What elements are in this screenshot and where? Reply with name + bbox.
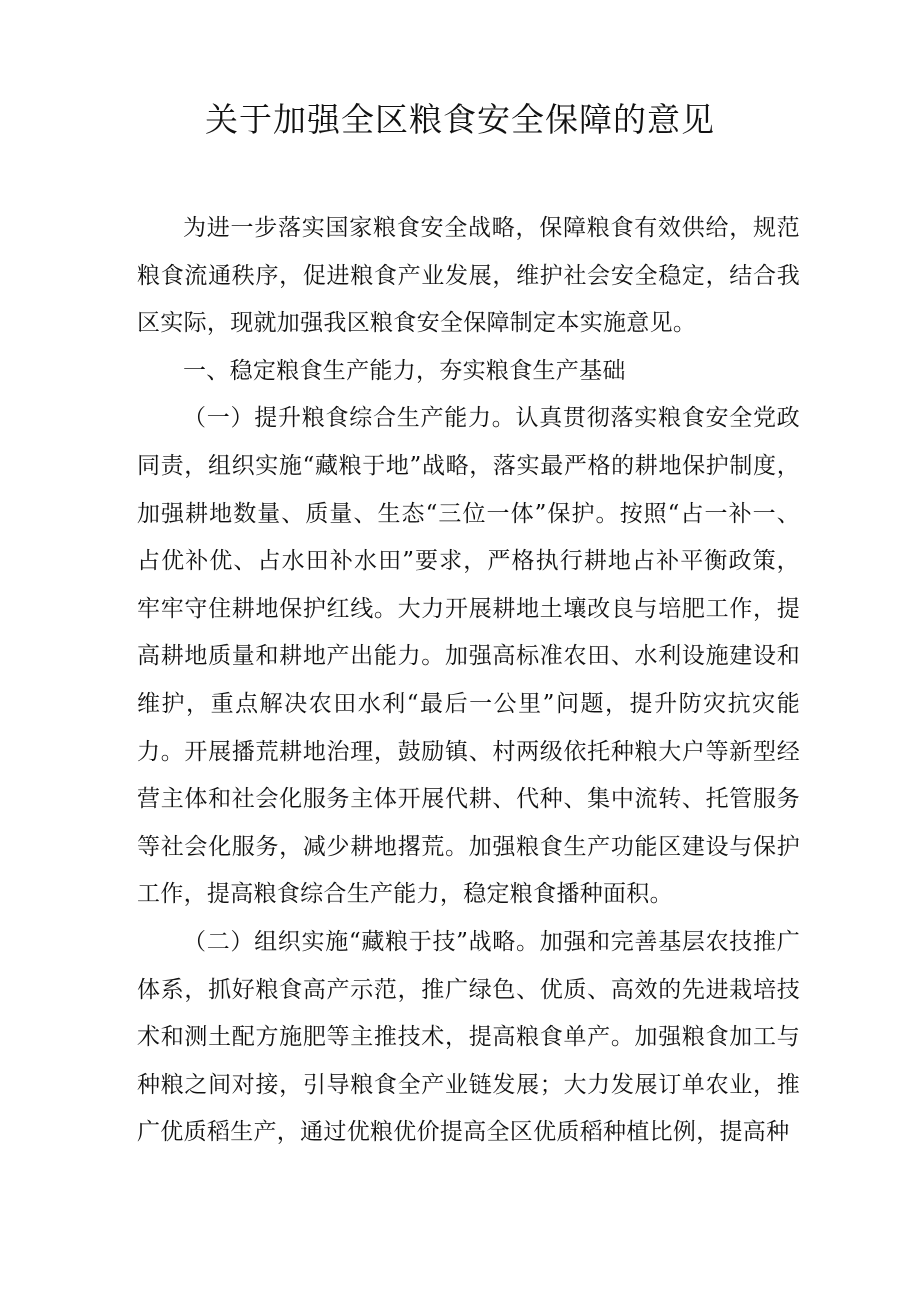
intro-paragraph: 为进一步落实国家粮食安全战略，保障粮食有效供给，规范粮食流通秩序，促进粮食产业发展，维护社会安全稳定，结合我区实际，现就加强我区粮食安全保障制定本实施意见。 xyxy=(137,215,800,337)
section-heading-1: 一、稳定粮食生产能力，夯实粮食生产基础 xyxy=(183,357,626,384)
subsection-paragraph-2: （二）组织实施“藏粮于技”战略。加强和完善基层农技推广体系，抓好粮食高产示范，推广绿色、优质、高效的先进栽培技术和测土配方施肥等主推技术，提高粮食单产。加强粮食加工与种粮之间对接，引导粮食全产业链发展；大力发展订单农业，推广优质稻生产，通过优粮优价提高全区优质稻种植比例，提高种 xyxy=(137,928,800,1146)
document-body xyxy=(137,205,800,1157)
subsection-paragraph-1: （一）提升粮食综合生产能力。认真贯彻落实粮食安全党政同责，组织实施“藏粮于地”战略，落实最严格的耕地保护制度，加强耕地数量、质量、生态“三位一体”保护。按照“占一补一、占优补优、占水田补水田”要求，严格执行耕地占补平衡政策，牢牢守住耕地保护红线。大力开展耕地土壤改良与培肥工作，提高耕地质量和耕地产出能力。加强高标准农田、水利设施建设和维护，重点解决农田水利“最后一公里”问题，提升防灾抗灾能力。开展播荒耕地治理，鼓励镇、村两级依托种粮大户等新型经营主体和社会化服务主体开展代耕、代种、集中流转、托管服务等社会化服务，减少耕地撂荒。加强粮食生产功能区建设与保护工作，提高粮食综合生产能力，稳定粮食播种面积。 xyxy=(137,405,800,908)
document-title: 关于加强全区粮食安全保障的意见 xyxy=(205,100,715,139)
